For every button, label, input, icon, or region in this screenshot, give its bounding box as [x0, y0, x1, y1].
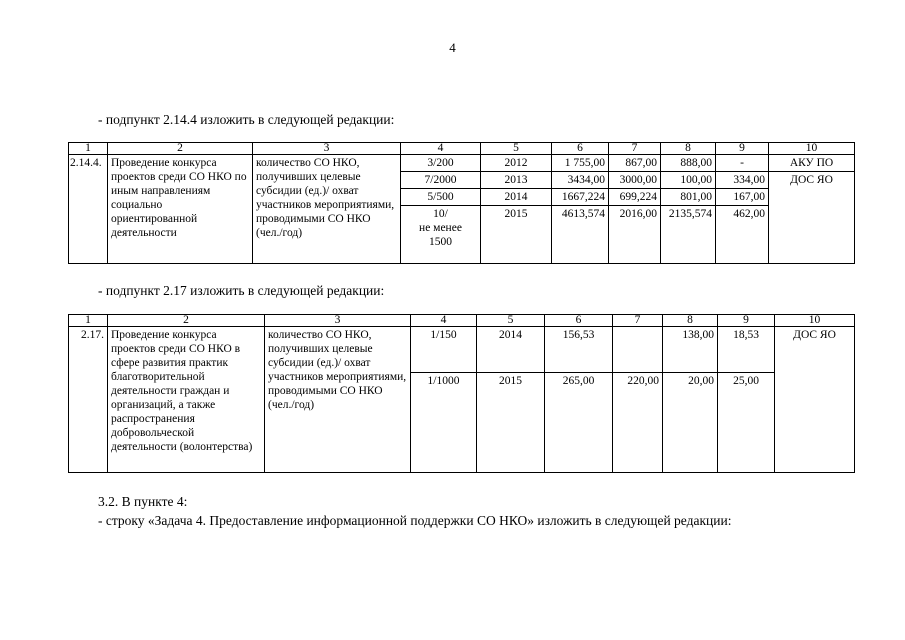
page-number: 4 — [449, 40, 456, 55]
table2-r1-c9: 18,53 — [718, 327, 775, 373]
table2-header-1: 1 — [69, 315, 108, 327]
table2-r2-c7: 220,00 — [613, 373, 663, 473]
table1-r3-c4: 5/500 — [401, 189, 481, 206]
table2-r2-c5: 2015 — [477, 373, 545, 473]
table2-r1-c6: 156,53 — [545, 327, 613, 373]
table1-header-1: 1 — [69, 143, 108, 155]
table2-header-6: 6 — [545, 315, 613, 327]
table2-r2-c9: 25,00 — [718, 373, 775, 473]
table2-header-7: 7 — [613, 315, 663, 327]
table1-r1-c8: 888,00 — [661, 155, 716, 172]
table1-header-4: 4 — [401, 143, 481, 155]
table1-r3-c9: 167,00 — [716, 189, 769, 206]
table-row — [69, 327, 855, 373]
table1-r3-c7: 699,224 — [609, 189, 661, 206]
table1-executor-2: ДОС ЯО — [769, 172, 855, 264]
table-subpoint-2-14-4 — [68, 142, 855, 264]
table2-header-row — [69, 315, 855, 327]
table2-header-4: 4 — [411, 315, 477, 327]
table2-item-name: Проведение конкурса проектов среди СО НКО в сфере развития практик благотворительной деятельности граждан и организаций, а также распространения добровольческой деятельности (волонтерства) — [108, 327, 265, 473]
table1-r4-c9: 462,00 — [716, 206, 769, 264]
table-row — [69, 155, 855, 172]
table2-header-9: 9 — [718, 315, 775, 327]
table2-header-10: 10 — [775, 315, 855, 327]
table2-header-3: 3 — [265, 315, 411, 327]
table1-r1-c6: 1 755,00 — [552, 155, 609, 172]
table1-r4-c7: 2016,00 — [609, 206, 661, 264]
table2-r1-c5: 2014 — [477, 327, 545, 373]
table1-header-3: 3 — [253, 143, 401, 155]
table1-header-10: 10 — [769, 143, 855, 155]
table1-r1-c9: - — [716, 155, 769, 172]
table1-r2-c8: 100,00 — [661, 172, 716, 189]
table2-r2-c6: 265,00 — [545, 373, 613, 473]
table1-header-8: 8 — [661, 143, 716, 155]
table1-r2-c9: 334,00 — [716, 172, 769, 189]
table1-r3-c8: 801,00 — [661, 189, 716, 206]
table1-item-number: 2.14.4. — [69, 155, 108, 264]
table2-header-5: 5 — [477, 315, 545, 327]
table1-r3-c5: 2014 — [481, 189, 552, 206]
paragraph-task-4: - строку «Задача 4. Предоставление информационной поддержки СО НКО» изложить в следующей редакции: — [98, 513, 732, 528]
table1-item-name: Проведение конкурса проектов среди СО НКО по иным направлениям социально ориентированной деятельности — [108, 155, 253, 264]
table1-r2-c4: 7/2000 — [401, 172, 481, 189]
table1-r4-c8: 2135,574 — [661, 206, 716, 264]
table1-r1-c7: 867,00 — [609, 155, 661, 172]
table1-r2-c5: 2013 — [481, 172, 552, 189]
table2-r2-c8: 20,00 — [663, 373, 718, 473]
table2-r1-c7 — [613, 327, 663, 373]
table2-header-8: 8 — [663, 315, 718, 327]
table2-item-number: 2.17. — [69, 327, 108, 473]
table2-r1-c8: 138,00 — [663, 327, 718, 373]
table2-r1-c4: 1/150 — [411, 327, 477, 373]
table2-executor: ДОС ЯО — [775, 327, 855, 473]
table1-header-6: 6 — [552, 143, 609, 155]
table1-header-row — [69, 143, 855, 155]
table1-r1-c4: 3/200 — [401, 155, 481, 172]
table1-r2-c7: 3000,00 — [609, 172, 661, 189]
table2-r2-c4: 1/1000 — [411, 373, 477, 473]
paragraph-subpoint-2-14-4: - подпункт 2.14.4 изложить в следующей редакции: — [98, 112, 395, 127]
table1-item-indicator: количество СО НКО, получивших целевые субсидии (ед.)/ охват участников мероприятиями, проводимыми СО НКО (чел./год) — [253, 155, 401, 264]
table1-r4-c6: 4613,574 — [552, 206, 609, 264]
table1-r4-c5: 2015 — [481, 206, 552, 264]
table1-header-9: 9 — [716, 143, 769, 155]
table1-header-5: 5 — [481, 143, 552, 155]
table1-r4-c4: 10/ не менее 1500 — [401, 206, 481, 264]
table2-item-indicator: количество СО НКО, получивших целевые субсидии (ед.)/ охват участников мероприятиями, проводимыми СО НКО (чел./год) — [265, 327, 411, 473]
table1-r3-c6: 1667,224 — [552, 189, 609, 206]
table1-r2-c6: 3434,00 — [552, 172, 609, 189]
paragraph-subpoint-2-17: - подпункт 2.17 изложить в следующей редакции: — [98, 283, 385, 298]
table1-header-2: 2 — [108, 143, 253, 155]
table1-r1-c5: 2012 — [481, 155, 552, 172]
paragraph-3-2: 3.2. В пункте 4: — [98, 494, 188, 509]
table1-header-7: 7 — [609, 143, 661, 155]
table2-header-2: 2 — [108, 315, 265, 327]
table-subpoint-2-17 — [68, 314, 855, 473]
table1-executor-1: АКУ ПО — [769, 155, 855, 172]
